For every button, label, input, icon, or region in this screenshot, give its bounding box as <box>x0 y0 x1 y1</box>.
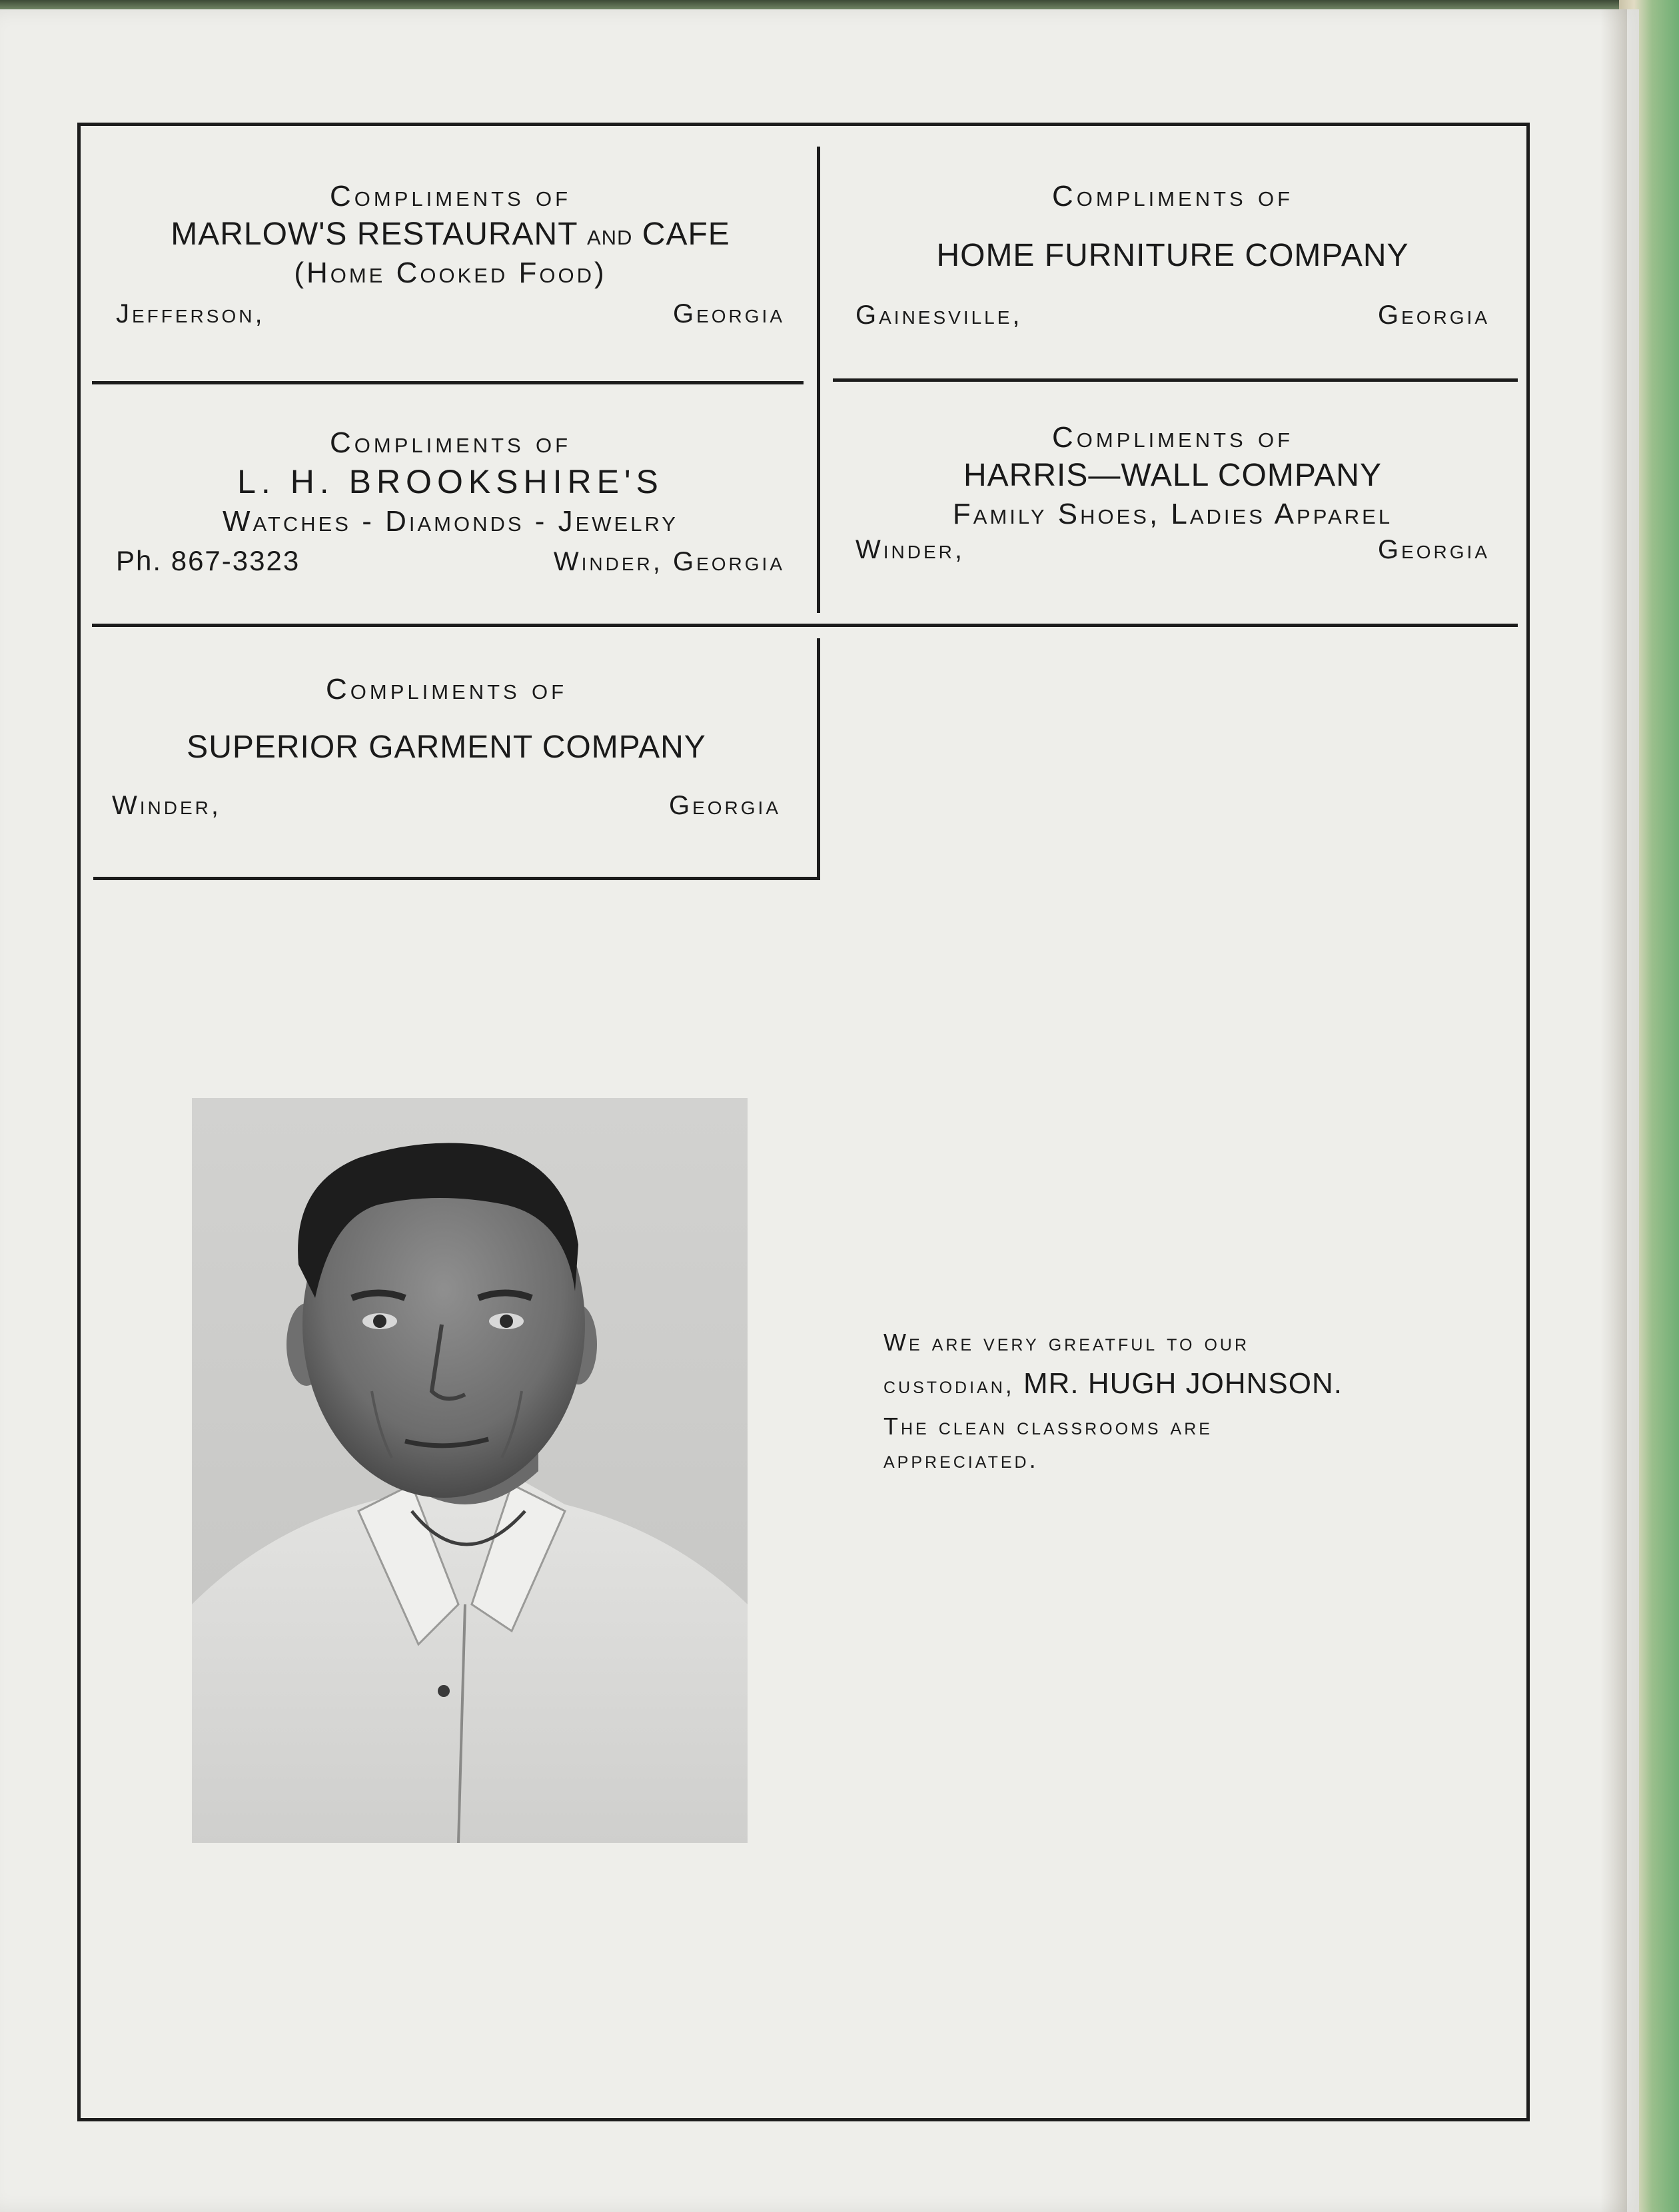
business-location <box>853 535 1492 565</box>
location-city: Gainesville, <box>855 300 1023 330</box>
row-divider-2 <box>92 624 1518 627</box>
ad-home-furniture <box>853 180 1492 330</box>
business-tagline: (Home Cooked Food) <box>294 257 607 289</box>
business-name <box>113 216 788 253</box>
business-tagline: Watches - Diamonds - Jewelry <box>223 505 678 538</box>
note-line-4: appreciated. <box>883 1446 1039 1473</box>
note-line-2-prefix: custodian, <box>883 1371 1015 1398</box>
compliments-label: Compliments of <box>1051 180 1293 213</box>
business-name-part2: CAFE <box>632 217 730 252</box>
compliments-label: Compliments of <box>329 426 571 459</box>
location-city: Winder, <box>855 535 965 564</box>
note-line-1: We are very greatful to our <box>883 1329 1250 1356</box>
phone-number: Ph. 867-3323 <box>116 545 300 576</box>
business-name-and: and <box>586 219 633 251</box>
ad-harris-wall <box>853 421 1492 565</box>
custodian-portrait-photo <box>192 1098 748 1843</box>
location-city: Jefferson, <box>116 299 265 328</box>
business-location <box>853 300 1492 330</box>
location-state: Georgia <box>1377 535 1490 564</box>
ad-brookshires <box>113 426 788 577</box>
column-divider <box>817 147 820 613</box>
location-city-state: Winder, Georgia <box>553 547 785 576</box>
row-divider-1-right <box>833 378 1518 382</box>
compliments-label: Compliments of <box>329 180 571 213</box>
compliments-label: Compliments of <box>1051 421 1293 454</box>
custodian-name: MR. HUGH JOHNSON. <box>1014 1367 1343 1400</box>
ad-superior-garment <box>109 673 784 821</box>
compliments-label: Compliments of <box>325 673 567 706</box>
row-divider-1-left <box>92 381 804 384</box>
column-divider-lower <box>817 638 820 879</box>
yearbook-page <box>0 9 1639 2212</box>
ad-marlows-restaurant <box>113 180 788 329</box>
business-tagline: Family Shoes, Ladies Apparel <box>952 498 1393 530</box>
business-location <box>109 791 784 821</box>
note-line-3: The clean classrooms are <box>883 1412 1213 1440</box>
business-location <box>113 545 788 577</box>
business-name-part1: MARLOW'S RESTAURANT <box>171 217 587 252</box>
location-state: Georgia <box>1377 300 1490 330</box>
custodian-thank-you-note <box>883 1322 1456 1480</box>
row-divider-3 <box>93 877 820 880</box>
note-line-2 <box>883 1363 1456 1406</box>
business-name: HARRIS—WALL COMPANY <box>963 458 1382 493</box>
business-name: HOME FURNITURE COMPANY <box>936 238 1409 273</box>
business-location <box>113 299 788 329</box>
portrait-illustration <box>192 1098 748 1843</box>
location-state: Georgia <box>668 791 781 820</box>
page-shadow <box>1600 9 1627 2212</box>
location-city: Winder, <box>112 791 221 820</box>
business-name: L. H. BROOKSHIRE'S <box>237 463 664 500</box>
business-name: SUPERIOR GARMENT COMPANY <box>187 730 706 765</box>
location-state: Georgia <box>672 299 785 328</box>
